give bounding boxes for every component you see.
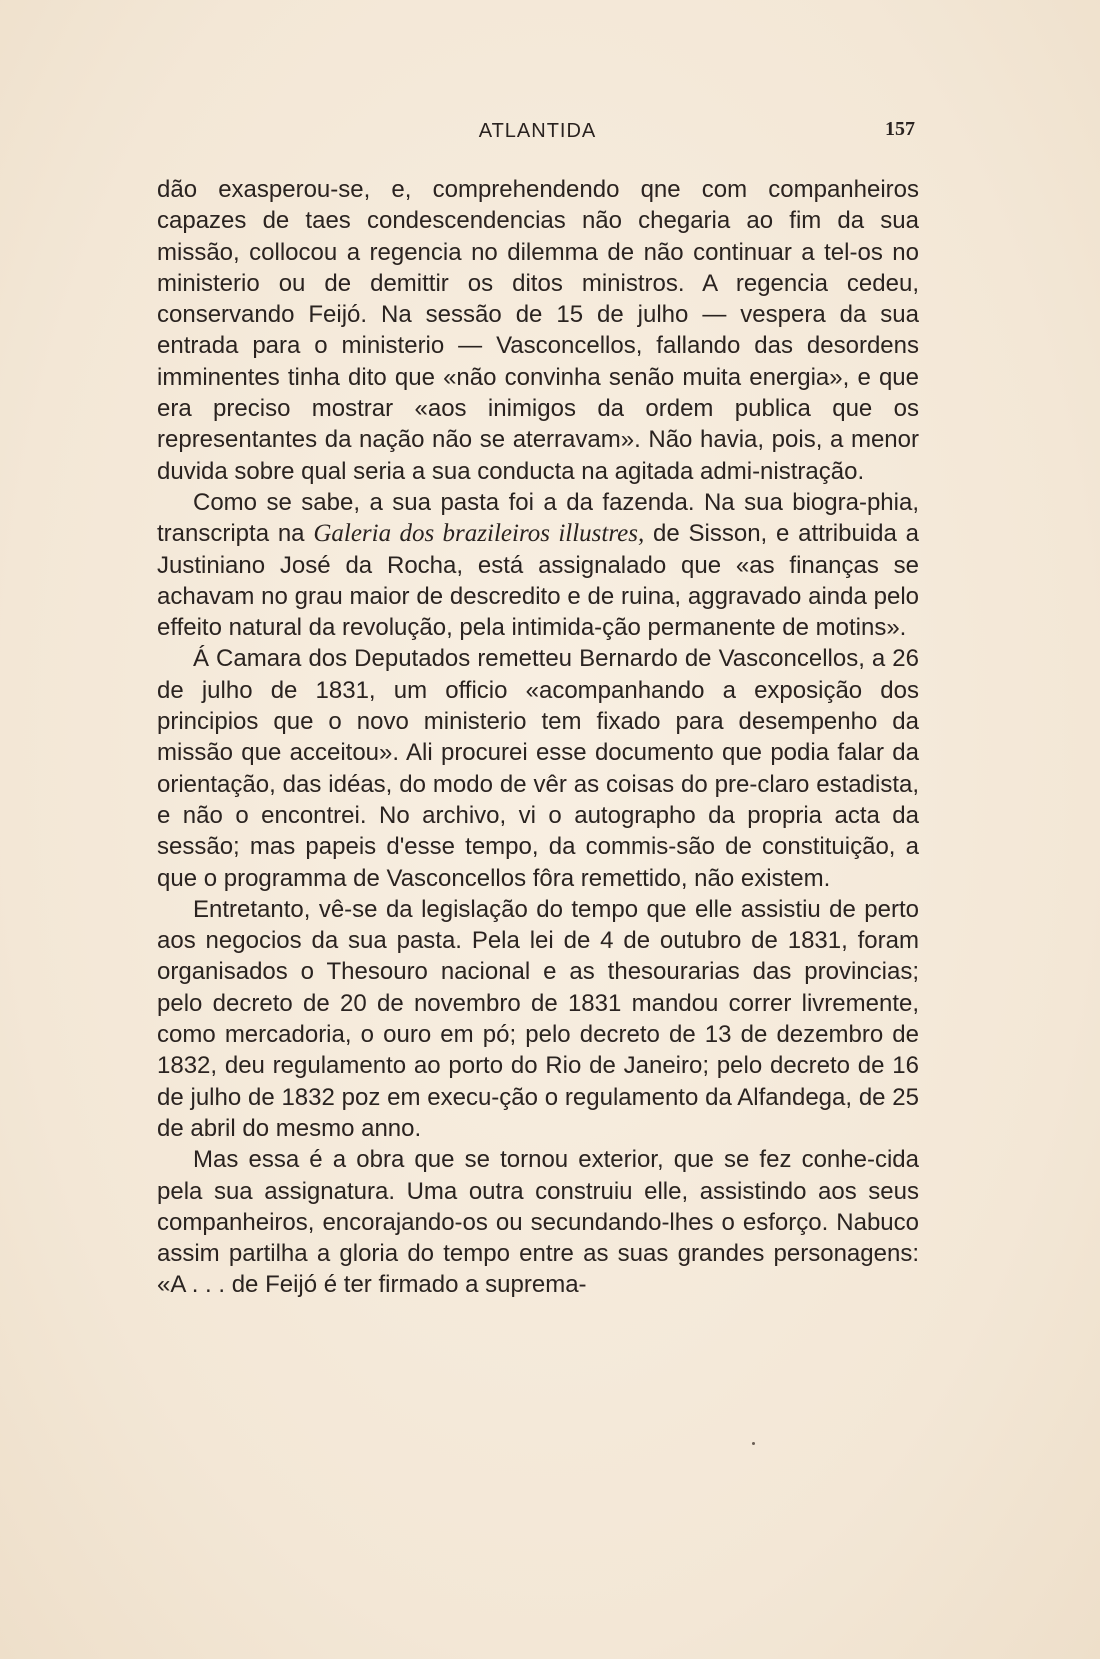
text-segment: Mas essa é a obra que se tornou exterior, que se fez conhe-cida pela sua assignatura. Uma outra construiu elle, assistindo aos seus companheiros, encorajando-os ou secundando-lhes o esforço. Nabuco assim partilha a gloria do tempo entre as suas grandes personagens: «A . . . de Feijó é ter firmado a suprema- <box>157 1146 919 1299</box>
page-header <box>160 118 915 148</box>
paragraph <box>157 174 919 487</box>
paragraph <box>157 643 919 893</box>
italic-title: Galeria dos brazileiros illustres, <box>313 520 645 548</box>
paragraph <box>157 487 919 643</box>
text-segment: Como se sabe, a sua pasta foi a da fazenda. Na sua biogra-phia, transcripta na <box>157 488 919 548</box>
text-segment: Á Camara dos Deputados remetteu Bernardo de Vasconcellos, a 26 de julho de 1831, um officio «acompanhando a exposição dos principios que o novo ministerio tem fixado para desempenho da missão que acceitou». Ali procurei esse documento que podia falar da orientação, das idéas, do modo de vêr as coisas do pre-claro estadista, e não o encontrei. No archivo, vi o autographo da propria acta da sessão; mas papeis d'esse tempo, da commis-são de constituição, a que o programma de Vasconcellos fôra remettido, não existem. <box>157 645 919 892</box>
text-segment: Entretanto, vê-se da legislação do tempo que elle assistiu de perto aos negocios da sua pasta. Pela lei de 4 de outubro de 1831, foram organisados o Thesouro nacional e as thesourarias das provincias; pelo decreto de 20 de novembro de 1831 mandou correr livremente, como mercadoria, o ouro em pó; pelo decreto de 13 de dezembro de 1832, deu regulamento ao porto do Rio de Janeiro; pelo decreto de 16 de julho de 1832 poz em execu-ção o regulamento da Alfandega, de 25 de abril do mesmo anno. <box>157 895 919 1142</box>
running-title: ATLANTIDA <box>478 120 597 142</box>
body-text <box>157 174 919 1301</box>
text-segment: de Sisson, e attribuida a Justiniano José da Rocha, está assignalado que «as finanças se achavam no grau maior de descredito e de ruina, aggravado ainda pelo effeito natural da revolução, pela intimida-ção permanente de motins». <box>157 520 919 642</box>
print-speck <box>752 1442 755 1445</box>
paragraph <box>157 894 919 1144</box>
text-segment: dão exasperou-se, e, comprehendendo qne com companheiros capazes de taes condescendencias não chegaria ao fim da sua missão, collocou a regencia no dilemma de não continuar a tel-os no ministerio ou de demittir os ditos ministros. A regencia cedeu, conservando Feijó. Na sessão de 15 de julho — vespera da sua entrada para o ministerio — Vasconcellos, fallando das desordens imminentes tinha dito que «não convinha senão muita energia», e que era preciso mostrar «aos inimigos da ordem publica que os representantes da nação não se aterravam». Não havia, pois, a menor duvida sobre qual seria a sua conducta na agitada admi-nistração. <box>157 176 919 485</box>
page-number: 157 <box>885 118 915 140</box>
paragraph <box>157 1144 919 1300</box>
